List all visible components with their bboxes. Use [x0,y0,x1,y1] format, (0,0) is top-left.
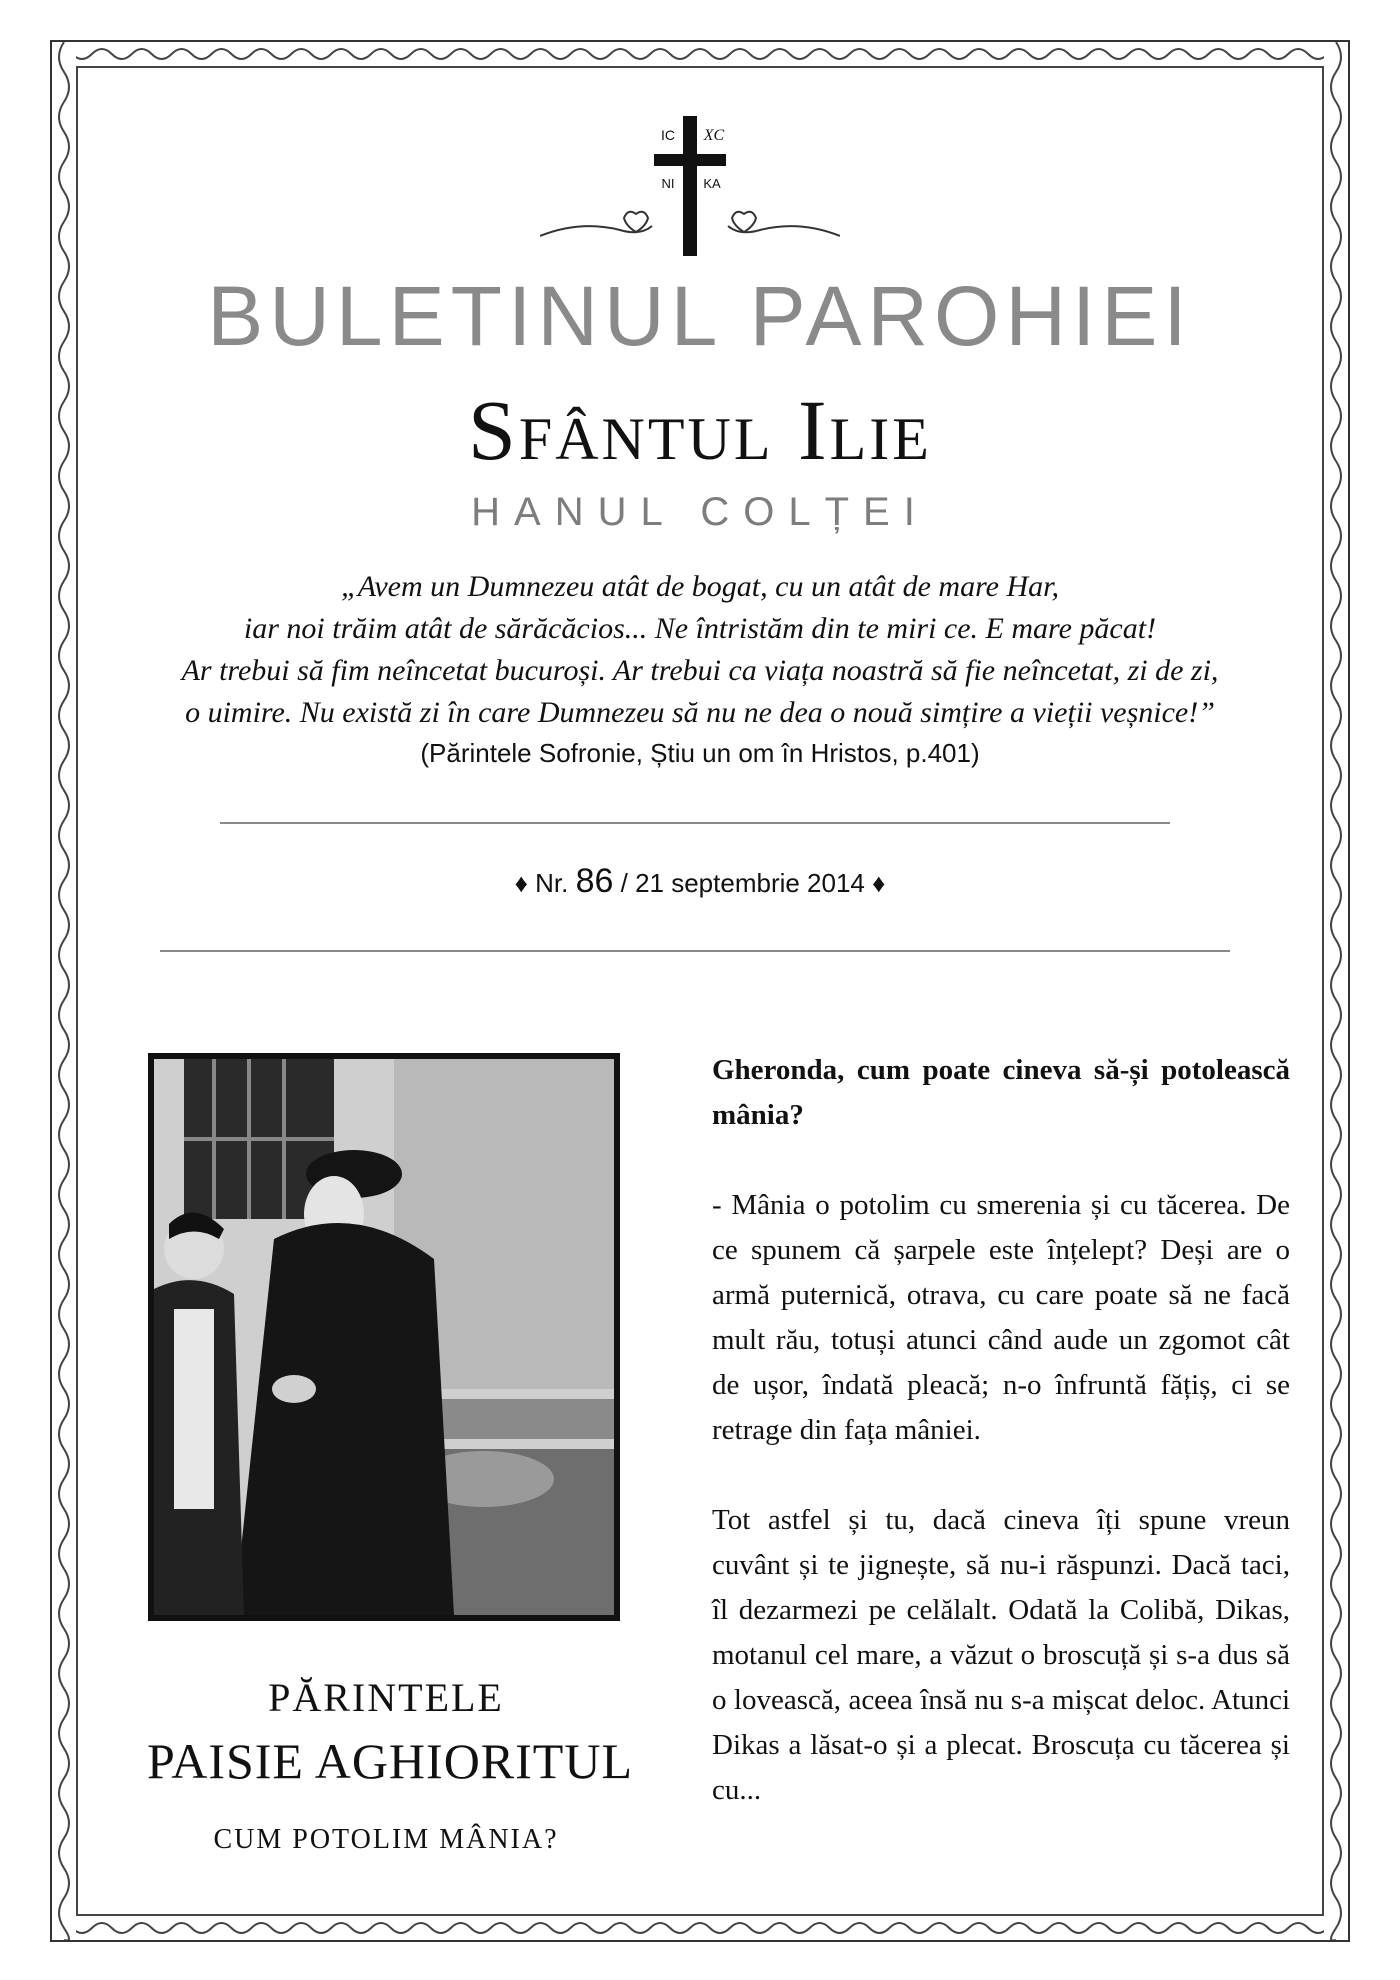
cross-emblem [540,108,840,268]
issue-line [0,862,1400,901]
parish-name: Sfântul Ilie [468,382,932,478]
quote-line: o uimire. Nu există zi în care Dumnezeu să nu ne dea o nouă simțire a vieții veșnice!” [185,696,1215,729]
quote-line: iar noi trăim atât de sărăcăcios... Ne întristăm din te miri ce. E mare păcat! [243,612,1157,645]
feature-caption-name: PAISIE AGHIORITUL [147,1733,633,1789]
feature-caption-title: PĂRINTELE [268,1675,504,1720]
photo-elder-paisios [148,1053,620,1621]
issue-number: 86 [575,862,614,900]
issue-date: / 21 septembrie 2014 ♦ [620,868,886,898]
cross-letters-xc: XC [703,127,725,144]
ornament-border-bottom [52,1916,1348,1940]
article-paragraph: Tot astfel și tu, dacă cineva îți spune vreun cuvânt și te jignește, să nu-i răspunzi. Dacă taci, îl dezarmezi pe celălalt. Odată la Colibă, Dikas, motanul cel mare, a văzut o broscuță și s-a dus să o lovească, aceea însă nu s-a mișcat deloc. Atunci Dikas a lăsat-o și a plecat. Broscuța cu tăcerea și cu... [712,1504,1290,1806]
article-paragraph: - Mânia o potolim cu smerenia și cu tăcerea. De ce spunem că șarpele este înțelept? Deși are o armă puternică, otrava, cu care poate să ne facă mult rău, totuși atunci când aude un zgomot cât de ușor, îndată pleacă; n-o înfruntă fățiș, ci se retrage din fața mâniei. [712,1189,1290,1446]
cross-letters-ni: NI [661,176,675,191]
quote-line: Ar trebui să fim neîncetat bucuroși. Ar trebui ca viața noastră să fie neîncetat, zi de zi, [181,654,1219,687]
divider-rule [220,822,1170,824]
bulletin-title: BULETINUL PAROHIEI [207,269,1193,363]
quote-source: (Părintele Sofronie, Știu un om în Hristos, p.401) [420,738,980,768]
parish-location: HANUL COLȚEI [471,490,929,534]
flourish-right-icon [728,212,840,236]
epigraph-quote [100,566,1300,734]
quote-line: „Avem un Dumnezeu atât de bogat, cu un atât de mare Har, [341,570,1059,603]
issue-prefix: ♦ Nr. [514,868,569,898]
article-body [712,1048,1290,1858]
cross-letters-ic: IC [661,127,675,143]
divider-rule [160,950,1230,952]
flourish-left-icon [540,212,652,236]
cross-letters-ka: KA [703,176,721,191]
article-question: Gheronda, cum poate cineva să-și potolească mânia? [712,1054,1290,1131]
ornament-border-top [52,42,1348,66]
feature-caption-subtitle: CUM POTOLIM MÂNIA? [213,1824,559,1855]
